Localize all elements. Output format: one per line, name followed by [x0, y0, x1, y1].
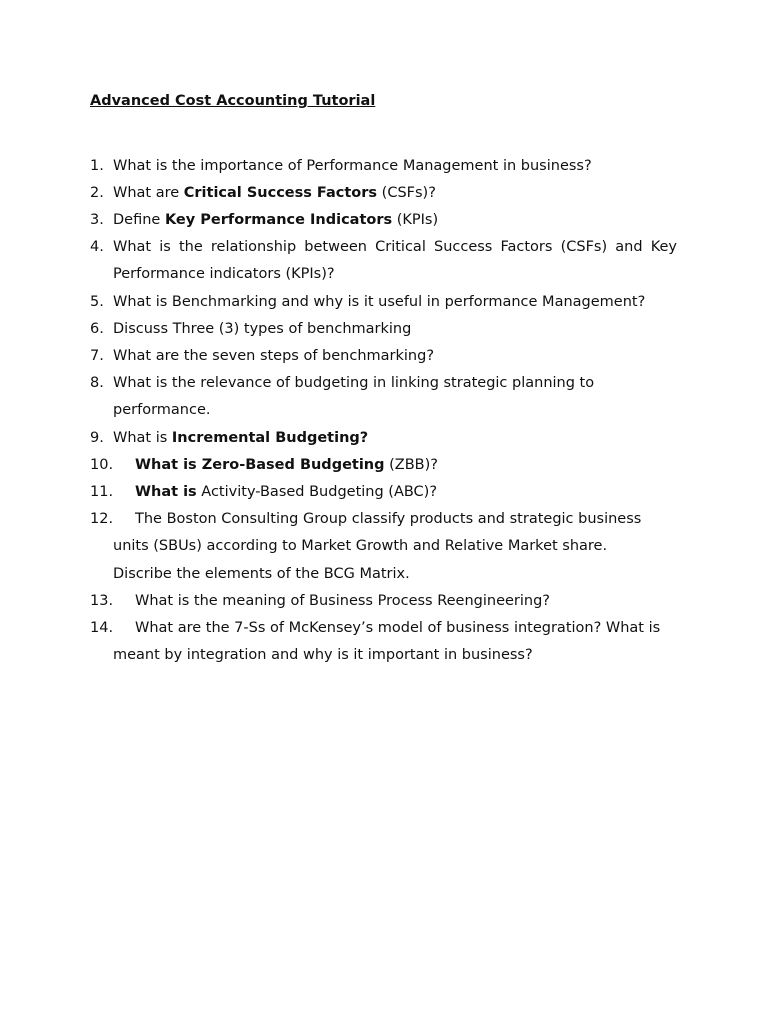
question-term: Incremental Budgeting?: [171, 429, 369, 446]
question-number: 7.: [90, 347, 104, 364]
question-term: What is Zero-Based Budgeting: [135, 456, 385, 473]
question-text: (ZBB)?: [384, 456, 438, 473]
question-13: [90, 588, 677, 615]
question-number: 5.: [90, 293, 104, 310]
question-text: (CSFs)?: [377, 184, 436, 201]
question-text: What is Benchmarking and why is it useful in performance Management?: [113, 293, 646, 310]
question-text: What is the meaning of Business Process Reengineering?: [135, 592, 551, 609]
question-number: 14.: [90, 619, 114, 636]
question-14: [90, 615, 677, 669]
question-4: [90, 234, 677, 288]
question-text: What is the relationship between Critical Success Factors (CSFs) and Key Performance indicators (KPIs)?: [113, 239, 677, 283]
question-number: 9.: [90, 429, 104, 446]
question-number: 1.: [90, 157, 104, 174]
question-number: 8.: [90, 375, 104, 392]
question-7: [90, 343, 677, 370]
question-text: Discuss Three (3) types of benchmarking: [113, 320, 412, 337]
question-number: 12.: [90, 511, 114, 528]
question-3: [90, 207, 677, 234]
question-number: 6.: [90, 320, 104, 337]
question-5: [90, 289, 677, 316]
question-text: Define: [113, 211, 165, 228]
question-number: 13.: [90, 592, 114, 609]
question-number: 2.: [90, 184, 104, 201]
question-9: [90, 425, 677, 452]
question-list: [90, 153, 677, 670]
question-8: [90, 370, 677, 424]
question-text: The Boston Consulting Group classify products and strategic business units (SBUs) according to Market Growth and Relative Market share. Discribe the elements of the BCG Matrix.: [113, 511, 642, 582]
question-10: [90, 452, 677, 479]
question-number: 3.: [90, 211, 104, 228]
question-6: [90, 316, 677, 343]
question-12: [90, 506, 677, 588]
question-number: 10.: [90, 456, 114, 473]
question-text: What are the 7-Ss of McKensey’s model of business integration? What is meant by integration and why is it important in business?: [113, 619, 661, 664]
question-text: (KPIs): [392, 211, 439, 228]
question-11: [90, 479, 677, 506]
question-term: What is: [135, 483, 197, 500]
question-text: What is: [113, 429, 172, 446]
question-text: What are the seven steps of benchmarking?: [113, 347, 435, 364]
question-term: Key Performance Indicators: [164, 211, 393, 228]
question-text: Activity-Based Budgeting (ABC)?: [196, 483, 438, 500]
question-text: What is the relevance of budgeting in linking strategic planning to performance.: [113, 375, 595, 419]
document-title: Advanced Cost Accounting Tutorial: [90, 93, 376, 109]
question-term: Critical Success Factors: [183, 184, 378, 201]
question-number: 11.: [90, 483, 114, 500]
question-number: 4.: [90, 239, 104, 256]
question-text: What are: [113, 184, 184, 201]
question-2: [90, 180, 677, 207]
question-text: What is the importance of Performance Management in business?: [113, 157, 592, 174]
question-1: [90, 153, 677, 180]
